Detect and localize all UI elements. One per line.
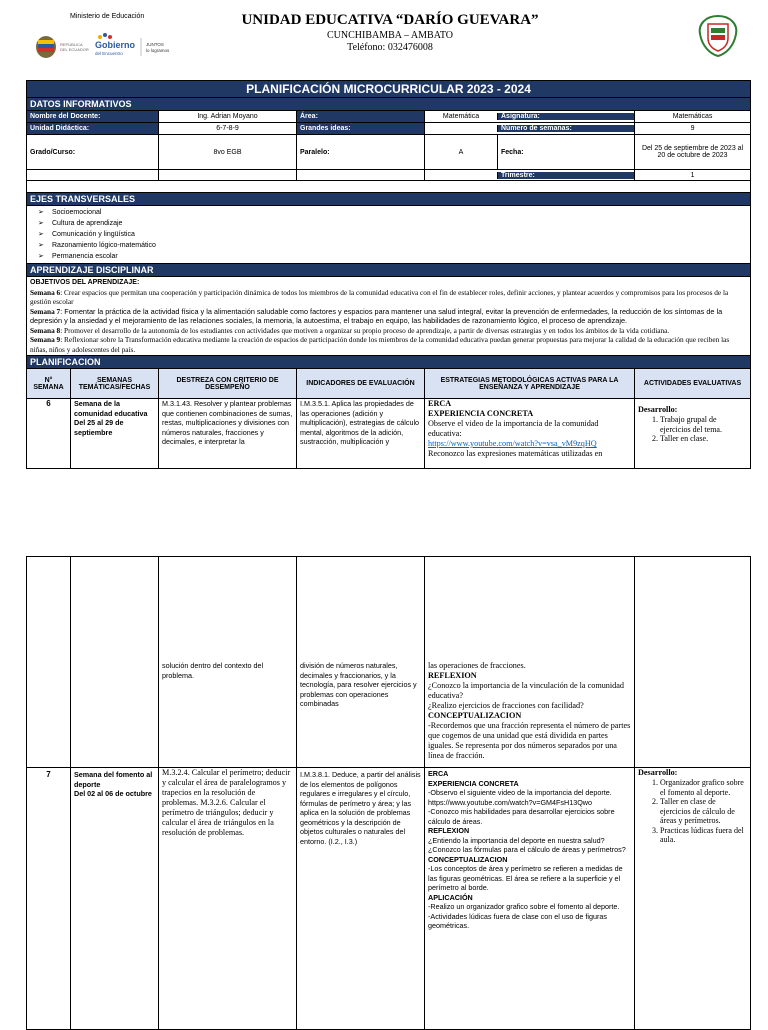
table-row — [27, 768, 751, 1030]
reflexion-label: REFLEXION — [428, 826, 470, 835]
list-item: ➢ Permanencia escolar — [52, 251, 747, 262]
paralelo-value: A — [425, 135, 498, 169]
government-logo — [32, 30, 192, 64]
destreza-text-continued: solución dentro del contexto del problema. — [159, 557, 297, 768]
aplicacion-label: APLICACIÓN — [428, 892, 473, 902]
experiencia-text-2: -Conozco mis habilidades para desarrollar ejercicios sobre cálculo de áreas. — [428, 807, 615, 826]
col-header-semana: N° SEMANA — [27, 369, 71, 399]
erca-label: ERCA — [428, 769, 449, 778]
grado-label: Grado/Curso: — [27, 135, 159, 170]
docente-value: Ing. Adrian Moyano — [159, 111, 297, 123]
section-planificacion: PLANIFICACION — [27, 356, 751, 369]
col-header-tematicas: SEMANAS TEMÁTICAS/FECHAS — [71, 369, 159, 399]
ideas-label: Grandes ideas: — [297, 123, 425, 135]
svg-text:REPÚBLICA: REPÚBLICA — [60, 42, 83, 47]
list-item: 1. Trabajo grupal de ejercicios del tema. — [660, 415, 747, 434]
desarrollo-label: Desarrollo: — [638, 405, 678, 414]
school-location: CUNCHIBAMBA – AMBATO — [327, 30, 453, 41]
list-item: ➢ Razonamiento lógico-matemático — [52, 240, 747, 251]
semanas-value: 9 — [635, 123, 751, 135]
list-item: 2. Taller en clase de ejercicios de cálculo de áreas y perímetros. — [660, 797, 747, 826]
week7-objective: : Fomentar la práctica de la actividad física y la alimentación saludable como factores y espacios para mantener una salud integral, evitar la prevención de enfermedades, la reducción de los síntomas de la depresión y la ansiedad y el mejoramiento de las relaciones sociales, la memoria, la autoestima, el trabajo en equipo, las habilidades de razonamiento lógico, el proceso de aprendizaje. — [30, 306, 723, 325]
list-item: ➢ Socioemocional — [52, 207, 747, 218]
fecha-label: Fecha: — [501, 148, 524, 156]
unidad-value: 6-7-8-9 — [159, 123, 297, 135]
logo-text-logramos: lo logramos — [146, 48, 170, 53]
destreza-text: M.3.2.4. Calcular el perímetro; deducir y calcular el área de paralelogramos y trapecios en la resolución de problemas. M.3.2.6. Calcular el perímetro de triángulos; deducir y calcular el área de triángulos en la resolución de problemas. — [159, 768, 297, 1030]
list-item: ➢ Comunicación y lingüística — [52, 229, 747, 240]
experiencia-text: Observe el video de la importancia de la comunidad educativa: — [428, 419, 599, 438]
asignatura-value: Matemáticas — [635, 111, 751, 123]
indicador-text-continued: división de números naturales, decimales y fraccionarios, y la tecnología, para resolver ejercicios y problemas con operaciones combinadas — [297, 557, 425, 768]
week6-objective: : Crear espacios que permitan una cooperación y participación dinámica de todos los miembros de la comunidad educativa con el fin de establecer roles, definir acciones, y plantear acuerdos y compromisos para los procesos de la gestión escolar — [30, 287, 729, 306]
grado-value: 8vo EGB — [159, 135, 297, 170]
planning-table — [26, 80, 751, 469]
week8-label: Semana 8 — [30, 325, 61, 335]
week8-objective: : Promover el desarrollo de la autonomía de los estudiantes con actividades que motiven a organizar su propio proceso de aprendizaje, a partir de diversas estrategias y en todos los ámbitos de la vida cotidiana. — [60, 325, 670, 335]
list-item: 1. Organizador grafico sobre el fomento al deporte. — [660, 778, 747, 797]
experiencia-label: EXPERIENCIA CONCRETA — [428, 778, 519, 788]
week9-label: Semana 9 — [30, 335, 61, 344]
reflexion-question-1: ¿Conozco la importancia de la vinculación de la comunidad educativa? — [428, 681, 624, 700]
section-aprendizaje: APRENDIZAJE DISCIPLINAR — [27, 264, 751, 277]
asignatura-label: Asignatura: — [498, 113, 634, 120]
activities-list — [638, 415, 747, 444]
aplicacion-text-2: -Actividades lúdicas fuera de clase con el uso de figuras geométricas. — [428, 911, 607, 930]
section-ejes: EJES TRANSVERSALES — [27, 193, 751, 206]
fecha-value: Del 25 de septiembre de 2023 al 20 de octubre de 2023 — [635, 135, 751, 170]
week-theme: Semana del fomento al deporte — [74, 770, 153, 789]
col-header-destreza: DESTREZA CON CRITERIO DE DESEMPEÑO — [159, 369, 297, 399]
list-item: ➢ Cultura de aprendizaje — [52, 218, 747, 229]
indicador-text: I.M.3.8.1. Deduce, a partir del análisis de los elementos de polígonos regulares e irregulares y el círculo, fórmulas de perímetro y área; y las aplica en la solución de problemas geométricos y la descripción de objetos culturales o naturales del entorno. (I.2., I.3.) — [297, 768, 425, 1030]
table-row — [27, 557, 751, 768]
reflexion-question-2: ¿Conozco las fórmulas para el cálculo de áreas y perímetros? — [428, 845, 626, 854]
indicador-text: I.M.3.5.1. Aplica las propiedades de las operaciones (adición y multiplicación), estrategias de cálculo mental, algoritmos de la adición, sustracción, multiplicación y — [297, 399, 425, 469]
unidad-label: Unidad Didáctica: — [27, 123, 159, 135]
week7-label: Semana 7 — [30, 306, 61, 316]
page-title: PLANIFICACIÓN MICROCURRICULAR 2023 - 2024 — [27, 81, 751, 98]
reflexion-question-2: ¿Realizo ejercicios de fracciones con facilidad? — [428, 701, 584, 710]
experiencia-text-2: Reconozco las expresiones matemáticas utilizadas en — [428, 449, 603, 458]
experiencia-text: -Observo el siguiente video de la importancia del deporte. — [428, 788, 612, 797]
semanas-label: Número de semanas: — [498, 125, 634, 132]
school-name: UNIDAD EDUCATIVA “DARÍO GUEVARA” — [241, 12, 539, 28]
video-link[interactable]: https://www.youtube.com/watch?v=GM4FsH13Qwo — [428, 797, 592, 807]
list-item: 3. Practicas lúdicas fuera del aula. — [660, 826, 747, 845]
school-phone: Teléfono: 032476008 — [347, 42, 433, 53]
estrategia-text: las operaciones de fracciones. — [428, 661, 526, 670]
week-theme: Semana de la comunidad educativa — [74, 399, 148, 418]
reflexion-label: REFLEXION — [428, 671, 477, 680]
desarrollo-label: Desarrollo: — [638, 768, 678, 777]
ejes-list — [30, 207, 747, 262]
area-label: Área: — [297, 111, 425, 123]
table-row — [27, 399, 751, 469]
planning-table-continued — [26, 556, 751, 1030]
section-datos: DATOS INFORMATIVOS — [27, 98, 751, 111]
docente-label: Nombre del Docente: — [27, 111, 159, 123]
col-header-estrategias: ESTRATEGIAS METODOLÓGICAS ACTIVAS PARA LA ENSEÑANZA Y APRENDIZAJE — [425, 369, 635, 399]
conceptualizacion-label: CONCEPTUALIZACION — [428, 711, 522, 720]
week-dates: Del 25 al 29 de septiembre — [74, 418, 124, 437]
trimestre-value: 1 — [635, 170, 751, 181]
week-number: 6 — [27, 399, 71, 469]
destreza-text: M.3.1.43. Resolver y plantear problemas que contienen combinaciones de sumas, restas, multiplicaciones y divisiones con números naturales, fracciones y decimales, e interpretar la — [159, 399, 297, 469]
week-number: 7 — [27, 768, 71, 1030]
week9-objective: : Reflexionar sobre la Transformación educativa mediante la creación de espacios de participación donde los miembros de la comunidad educativa puedan generar propuestas para mejorar la calidad de la educación que reciben las niñas, niños y adolescentes del país. — [30, 335, 730, 354]
video-link[interactable]: https://www.youtube.com/watch?v=vsa_vM9zqHQ — [428, 439, 597, 448]
school-crest-icon — [694, 14, 742, 58]
week-dates: Del 02 al 06 de octubre — [74, 789, 152, 798]
area-value: Matemática — [425, 113, 498, 120]
objetivos-label: OBJETIVOS DEL APRENDIZAJE: — [30, 279, 140, 286]
paralelo-label: Paralelo: — [297, 135, 425, 170]
col-header-indicadores: INDICADORES DE EVALUACIÓN — [297, 369, 425, 399]
aplicacion-text-1: -Realizo un organizador grafico sobre el fomento al deporte. — [428, 902, 620, 911]
activities-list — [638, 778, 747, 845]
svg-text:DEL ECUADOR: DEL ECUADOR — [60, 47, 89, 52]
week6-label: Semana 6 — [30, 287, 61, 297]
reflexion-question-1: ¿Entiendo la importancia del deporte en nuestra salud? — [428, 835, 605, 845]
erca-label: ERCA — [428, 399, 452, 408]
conceptualizacion-text: -Recordemos que una fracción representa el número de partes que cogemos de una unidad que está dividida en partes iguales. Se representa por dos números separados por una línea de fracción. — [428, 721, 631, 760]
logo-text-juntos: JUNTOS — [146, 42, 164, 47]
conceptualizacion-text: -Los conceptos de área y perímetro se refieren a medidas de las figuras geométricas. El área se refiere a la superficie y el perímetro al borde. — [428, 864, 623, 892]
logo-text-gobierno: Gobierno — [95, 40, 135, 50]
ministry-label: Ministerio de Educación — [70, 13, 145, 20]
logo-text-encuentro: del Encuentro — [95, 51, 123, 56]
trimestre-label: Trimestre: — [498, 172, 634, 179]
list-item: 2. Taller en clase. — [660, 434, 747, 444]
experiencia-label: EXPERIENCIA CONCRETA — [428, 409, 534, 418]
col-header-actividades: ACTIVIDADES EVALUATIVAS — [635, 369, 751, 399]
conceptualizacion-label: CONCEPTUALIZACION — [428, 854, 508, 864]
